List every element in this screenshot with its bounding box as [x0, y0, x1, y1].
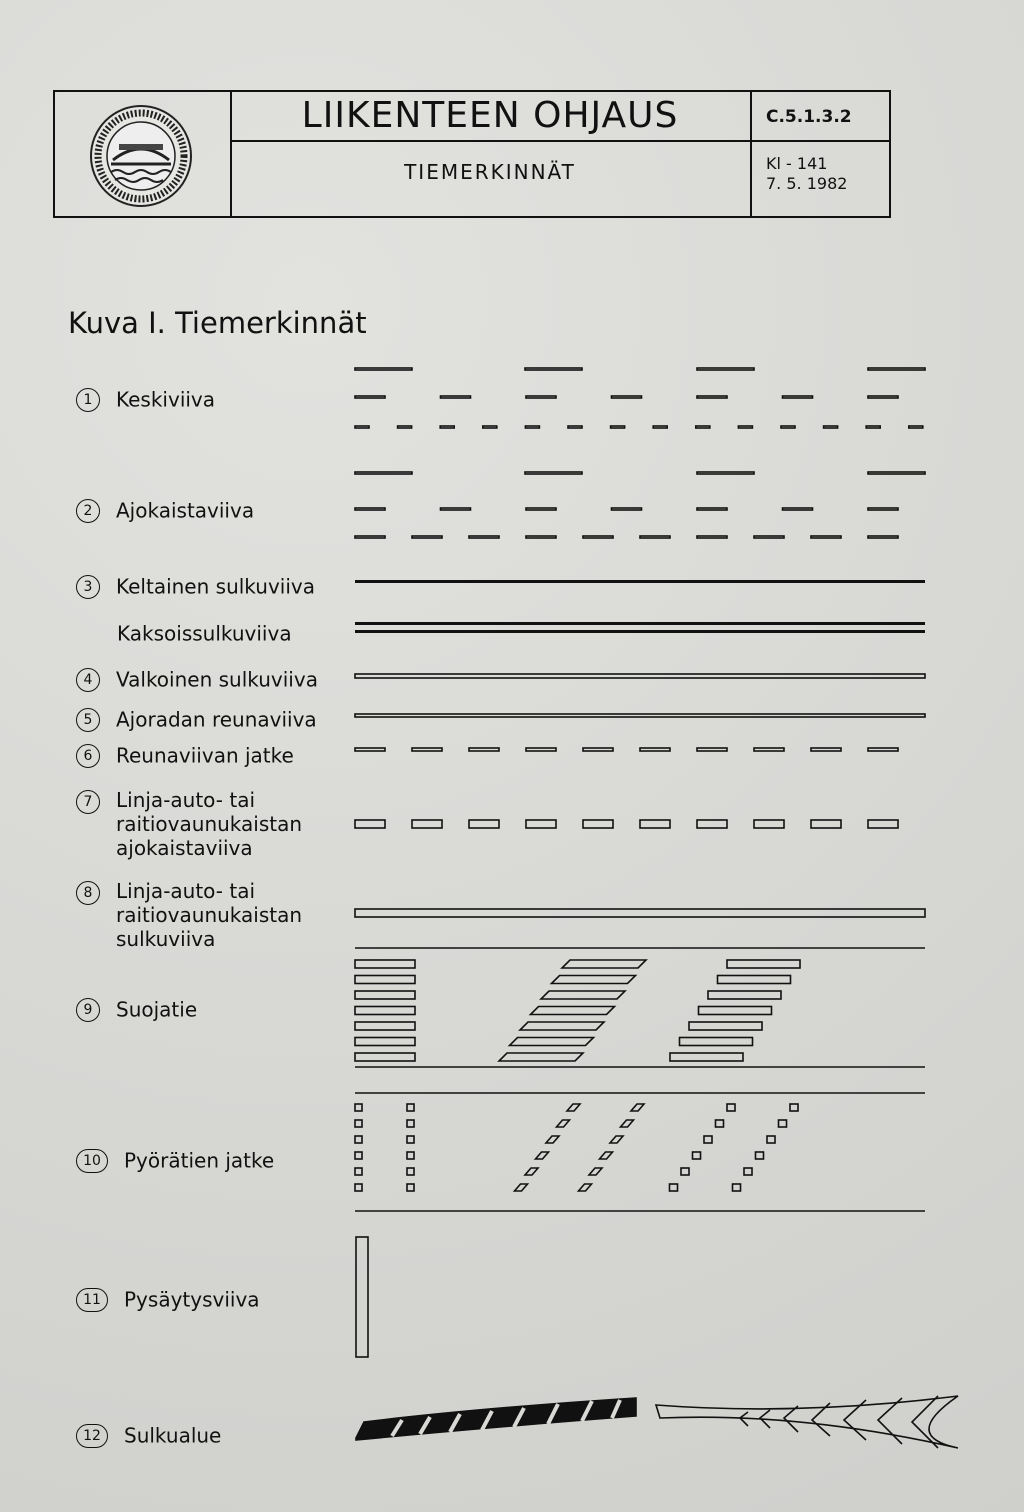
edge-line-extension-dash [412, 748, 442, 751]
lane-line-dash [525, 472, 582, 474]
crosswalk-stripe [510, 1038, 594, 1046]
lane-line-dash [697, 472, 754, 474]
center-line-dash [824, 426, 838, 428]
lane-line-dash [783, 508, 813, 510]
item-number: 8 [76, 881, 100, 905]
bike-crossing-square [744, 1168, 752, 1175]
bike-crossing-parallelogram [515, 1184, 528, 1191]
bus-lane-line-dash [412, 820, 442, 828]
edge-line-extension-dash [697, 748, 727, 751]
item-label-line: sulkuviiva [116, 927, 216, 951]
center-line-dash [441, 396, 471, 398]
center-line-dash [653, 426, 667, 428]
crosswalk-stripe [670, 1053, 743, 1061]
item-label: Sulkualue [124, 1423, 222, 1448]
lane-line-dash [612, 508, 642, 510]
bike-crossing-square [779, 1120, 787, 1127]
crosswalk-stripe [355, 1007, 415, 1015]
center-line-dash [526, 396, 556, 398]
center-line-dash [868, 396, 898, 398]
figure-title: Kuva I. Tiemerkinnät [68, 306, 367, 340]
document-code: C.5.1.3.2 [750, 92, 889, 142]
bus-lane-line-dash [640, 820, 670, 828]
bike-crossing-square [407, 1152, 414, 1159]
center-line-dash [612, 396, 642, 398]
bike-crossing-square [355, 1136, 362, 1143]
bike-crossing-parallelogram [579, 1184, 592, 1191]
crosswalk-stripe [727, 960, 800, 968]
lane-line-dash [526, 536, 556, 538]
bike-crossing-square [693, 1152, 701, 1159]
edge-line-extension-dash [640, 748, 670, 751]
bike-crossing-parallelogram [631, 1104, 644, 1111]
stop-line [356, 1237, 368, 1357]
bike-crossing-square [355, 1168, 362, 1175]
bike-crossing-square [733, 1184, 741, 1191]
center-line-dash [696, 426, 710, 428]
lane-line-dash [697, 536, 727, 538]
double-closure-line-b [355, 630, 925, 633]
item-label: Valkoinen sulkuviiva [116, 667, 318, 692]
bus-lane-line-dash [697, 820, 727, 828]
bike-crossing-square [407, 1104, 414, 1111]
white-closure-line [355, 674, 925, 678]
edge-line-extension-dash [526, 748, 556, 751]
kl-number: Kl - 141 [766, 154, 828, 173]
item-label: Ajokaistaviiva [116, 498, 255, 523]
item-number: 9 [76, 998, 100, 1022]
crosswalk-stripe [699, 1007, 772, 1015]
center-line-dash [611, 426, 625, 428]
item-number: 12 [76, 1424, 108, 1448]
lane-line-dash [697, 508, 727, 510]
lane-line-dash [640, 536, 670, 538]
item-label-line: Linja-auto- tai [116, 788, 256, 812]
lane-line-dash [355, 472, 412, 474]
center-line-dash [525, 426, 539, 428]
item-label-line: Linja-auto- tai [116, 879, 256, 903]
center-line-dash [398, 426, 412, 428]
item-label: Suojatie [116, 997, 198, 1022]
item-number: 1 [76, 388, 100, 412]
double-closure-line-a [355, 622, 925, 625]
bike-crossing-parallelogram [536, 1152, 549, 1159]
item-number: 6 [76, 744, 100, 768]
item-label-line: ajokaistaviiva [116, 836, 253, 860]
lane-line-dash [754, 536, 784, 538]
item-label: Pysäytysviiva [124, 1287, 260, 1312]
bike-crossing-square [704, 1136, 712, 1143]
bus-lane-line-dash [868, 820, 898, 828]
edge-line-extension-dash [754, 748, 784, 751]
item-number: 11 [76, 1288, 108, 1312]
center-line-dash [738, 426, 752, 428]
crosswalk-stripe [541, 991, 625, 999]
lane-line-dash [355, 508, 385, 510]
center-line-dash [440, 426, 454, 428]
center-line-dash [781, 426, 795, 428]
item-number: 7 [76, 790, 100, 814]
item-label: Keltainen sulkuviiva [116, 574, 315, 599]
lane-line-dash [355, 536, 385, 538]
bike-crossing-square [790, 1104, 798, 1111]
lane-line-dash [412, 536, 442, 538]
bike-crossing-square [716, 1120, 724, 1127]
document-subtitle: TIEMERKINNÄT [404, 160, 576, 184]
item-number: 3 [76, 575, 100, 599]
bike-crossing-parallelogram [610, 1136, 623, 1143]
bike-crossing-square [407, 1136, 414, 1143]
bike-crossing-square [355, 1104, 362, 1111]
center-line-dash [866, 426, 880, 428]
bike-crossing-square [407, 1168, 414, 1175]
bike-crossing-square [355, 1184, 362, 1191]
lane-line-dash [811, 536, 841, 538]
bike-crossing-square [670, 1184, 678, 1191]
edge-line-extension-dash [355, 748, 385, 751]
lane-line-dash [469, 536, 499, 538]
item-label: Reunaviivan jatke [116, 743, 294, 768]
bike-crossing-parallelogram [600, 1152, 613, 1159]
item-label: Keskiviiva [116, 387, 216, 412]
item-number: 5 [76, 708, 100, 732]
item-label: Ajoradan reunaviiva [116, 707, 317, 732]
document-date: 7. 5. 1982 [766, 174, 848, 193]
center-line-dash [355, 426, 369, 428]
document-title: LIIKENTEEN OHJAUS [230, 92, 750, 142]
bike-crossing-square [767, 1136, 775, 1143]
bike-crossing-parallelogram [546, 1136, 559, 1143]
bus-lane-line-dash [583, 820, 613, 828]
bike-crossing-square [756, 1152, 764, 1159]
crosswalk-stripe [718, 976, 791, 984]
bike-crossing-parallelogram [525, 1168, 538, 1175]
bike-crossing-parallelogram [589, 1168, 602, 1175]
lane-line-dash [526, 508, 556, 510]
bike-crossing-square [355, 1120, 362, 1127]
lane-line-dash [583, 536, 613, 538]
bus-lane-line-dash [355, 820, 385, 828]
crosswalk-stripe [708, 991, 781, 999]
bike-crossing-parallelogram [567, 1104, 580, 1111]
crosswalk-stripe [520, 1022, 604, 1030]
bike-crossing-parallelogram [557, 1120, 570, 1127]
lane-line-dash [868, 472, 925, 474]
crosswalk-stripe [562, 960, 646, 968]
bike-crossing-parallelogram [621, 1120, 634, 1127]
lane-line-dash [868, 508, 898, 510]
center-line-dash [697, 396, 727, 398]
edge-line-extension-dash [583, 748, 613, 751]
center-line-dash [909, 426, 923, 428]
bus-lane-line-dash [811, 820, 841, 828]
center-line-dash [568, 426, 582, 428]
item-number: 4 [76, 668, 100, 692]
yellow-closure-line [355, 580, 925, 583]
crosswalk-stripe [355, 976, 415, 984]
item-number: 2 [76, 499, 100, 523]
crosswalk-stripe [552, 976, 636, 984]
bus-lane-line-dash [754, 820, 784, 828]
center-line-dash [697, 368, 754, 370]
center-line-dash [868, 368, 925, 370]
crosswalk-stripe [355, 1022, 415, 1030]
crosswalk-stripe [680, 1038, 753, 1046]
item-label-line: raitiovaunukaistan [116, 812, 303, 836]
crosswalk-stripe [689, 1022, 762, 1030]
crosswalk-stripe [355, 1038, 415, 1046]
item-label-line: raitiovaunukaistan [116, 903, 303, 927]
center-line-dash [355, 368, 412, 370]
bus-lane-line-dash [526, 820, 556, 828]
bike-crossing-square [355, 1152, 362, 1159]
center-line-dash [483, 426, 497, 428]
item-label: Pyörätien jatke [124, 1148, 275, 1173]
crosswalk-stripe [355, 991, 415, 999]
center-line-dash [783, 396, 813, 398]
crosswalk-stripe [355, 1053, 415, 1061]
bike-crossing-square [681, 1168, 689, 1175]
edge-line-extension-dash [469, 748, 499, 751]
bike-crossing-square [727, 1104, 735, 1111]
item-number: 10 [76, 1149, 108, 1173]
crosswalk-stripe [531, 1007, 615, 1015]
closure-area-hatched [356, 1398, 636, 1440]
bike-crossing-square [407, 1120, 414, 1127]
center-line-dash [525, 368, 582, 370]
bus-lane-line-dash [469, 820, 499, 828]
lane-line-dash [868, 536, 898, 538]
crosswalk-stripe [355, 960, 415, 968]
center-line-dash [355, 396, 385, 398]
bike-crossing-square [407, 1184, 414, 1191]
edge-line-extension-dash [811, 748, 841, 751]
closure-area-chevrons [740, 1396, 938, 1448]
crosswalk-stripe [499, 1053, 583, 1061]
road-edge-line [355, 714, 925, 717]
lane-line-dash [441, 508, 471, 510]
item-label: Kaksoissulkuviiva [117, 621, 292, 646]
edge-line-extension-dash [868, 748, 898, 751]
bus-lane-closure-line [355, 909, 925, 917]
